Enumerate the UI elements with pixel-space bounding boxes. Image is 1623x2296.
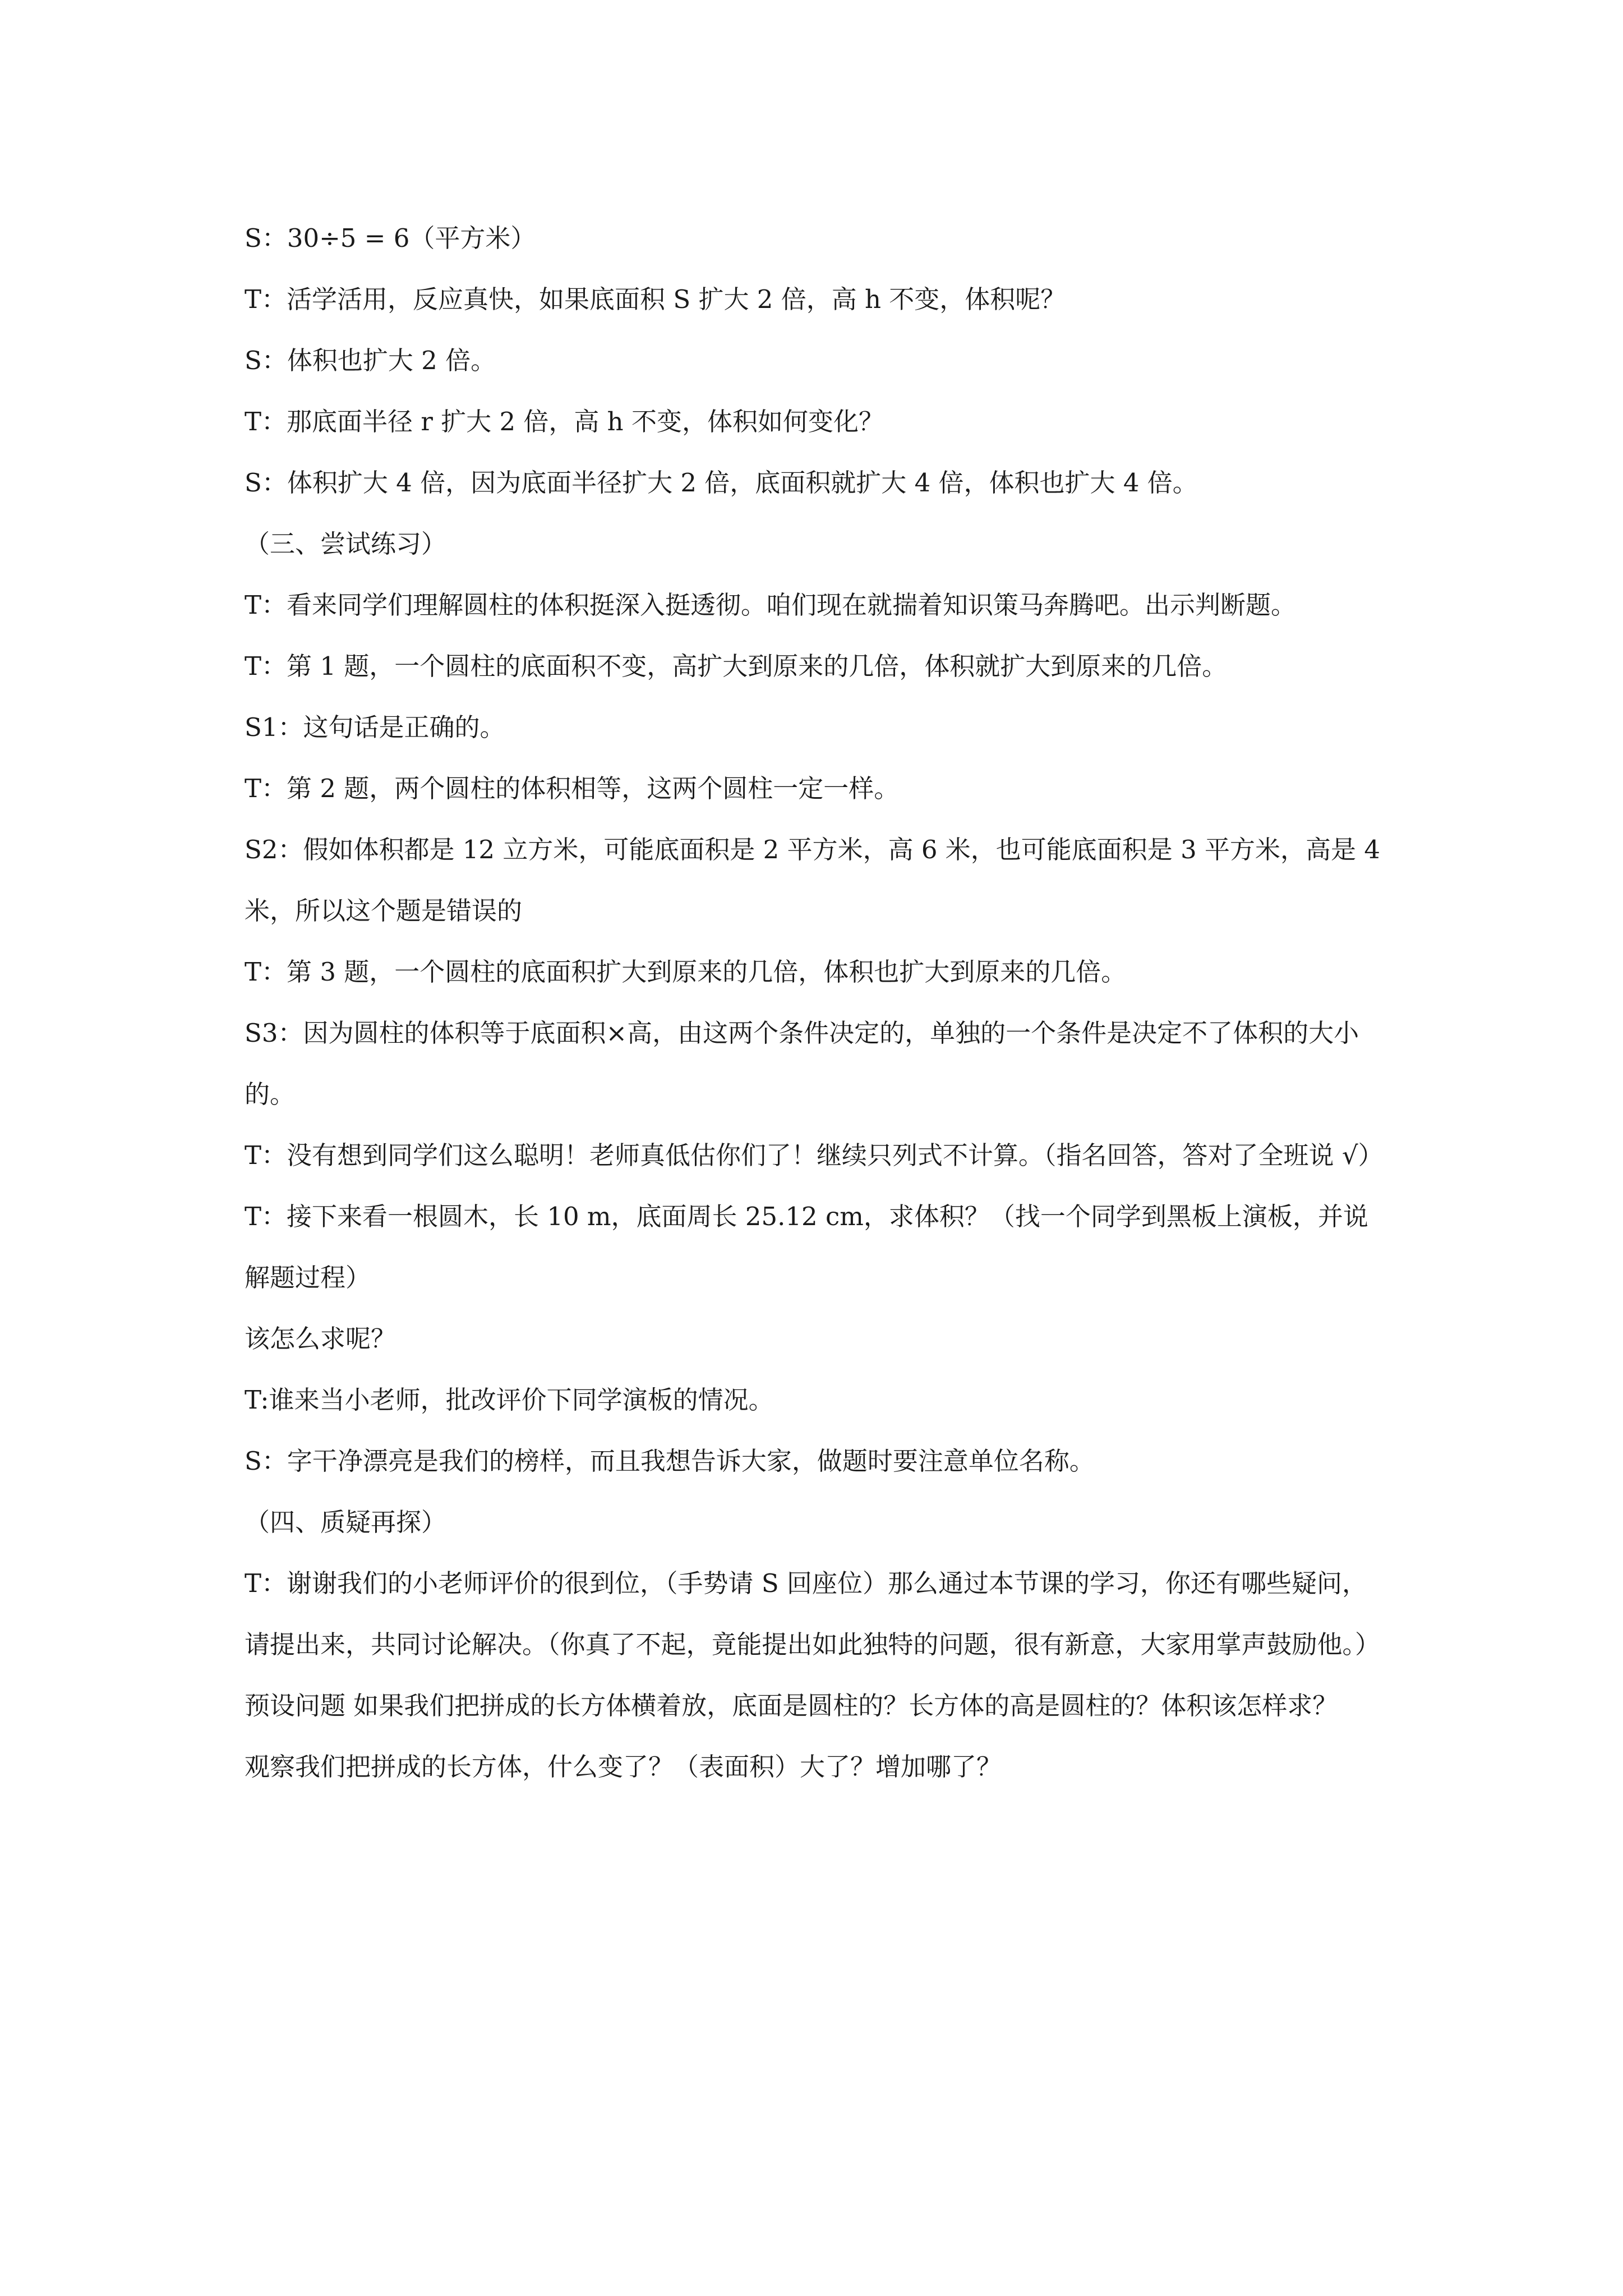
paragraph: T：第 1 题，一个圆柱的底面积不变，高扩大到原来的几倍，体积就扩大到原来的几倍。 xyxy=(245,651,1228,681)
paragraph: 预设问题 如果我们把拼成的长方体横着放，底面是圆柱的？长方体的高是圆柱的？体积该怎样求？ xyxy=(245,1691,1338,1720)
paragraph: S1：这句话是正确的。 xyxy=(245,712,505,742)
paragraph: 该怎么求呢？ xyxy=(245,1324,396,1354)
paragraph: T:谁来当小老师，批改评价下同学演板的情况。 xyxy=(245,1385,774,1415)
paragraph: S：30÷5 = 6（平方米） xyxy=(245,223,536,253)
section-heading: （四、质疑再探） xyxy=(245,1507,447,1537)
document-body xyxy=(245,208,1389,1797)
paragraph: T：谢谢我们的小老师评价的很到位，（手势请 S 回座位）那么通过本节课的学习，你还有哪些疑问，请提出来，共同讨论解决。（你真了不起，竟能提出如此独特的问题，很有新意，大家用掌声鼓励他。） xyxy=(245,1568,1381,1659)
paragraph: S：体积也扩大 2 倍。 xyxy=(245,346,496,375)
paragraph: T：第 3 题，一个圆柱的底面积扩大到原来的几倍，体积也扩大到原来的几倍。 xyxy=(245,957,1127,987)
paragraph: T：活学活用，反应真快，如果底面积 S 扩大 2 倍，高 h 不变，体积呢？ xyxy=(245,284,1066,314)
paragraph: S3：因为圆柱的体积等于底面积×高，由这两个条件决定的，单独的一个条件是决定不了体积的大小的。 xyxy=(245,1018,1359,1109)
paragraph: T：接下来看一根圆木，长 10 m，底面周长 25.12 cm，求体积？（找一个同学到黑板上演板，并说解题过程） xyxy=(245,1202,1368,1292)
paragraph: T：看来同学们理解圆柱的体积挺深入挺透彻。咱们现在就揣着知识策马奔腾吧。出示判断题。 xyxy=(245,590,1297,620)
paragraph: T：那底面半径 r 扩大 2 倍，高 h 不变，体积如何变化？ xyxy=(245,407,884,436)
paragraph: S：体积扩大 4 倍，因为底面半径扩大 2 倍，底面积就扩大 4 倍，体积也扩大 4 倍。 xyxy=(245,468,1198,498)
paragraph: S：字干净漂亮是我们的榜样，而且我想告诉大家，做题时要注意单位名称。 xyxy=(245,1446,1095,1476)
section-heading: （三、尝试练习） xyxy=(245,529,447,559)
paragraph: T：没有想到同学们这么聪明！老师真低估你们了！继续只列式不计算。（指名回答，答对了全班说 √） xyxy=(245,1140,1384,1170)
paragraph: 观察我们把拼成的长方体，什么变了？（表面积）大了？增加哪了？ xyxy=(245,1752,1002,1782)
paragraph: T：第 2 题，两个圆柱的体积相等，这两个圆柱一定一样。 xyxy=(245,774,900,803)
paragraph: S2：假如体积都是 12 立方米，可能底面积是 2 平方米，高 6 米，也可能底面积是 3 平方米，高是 4 米，所以这个题是错误的 xyxy=(245,835,1380,926)
